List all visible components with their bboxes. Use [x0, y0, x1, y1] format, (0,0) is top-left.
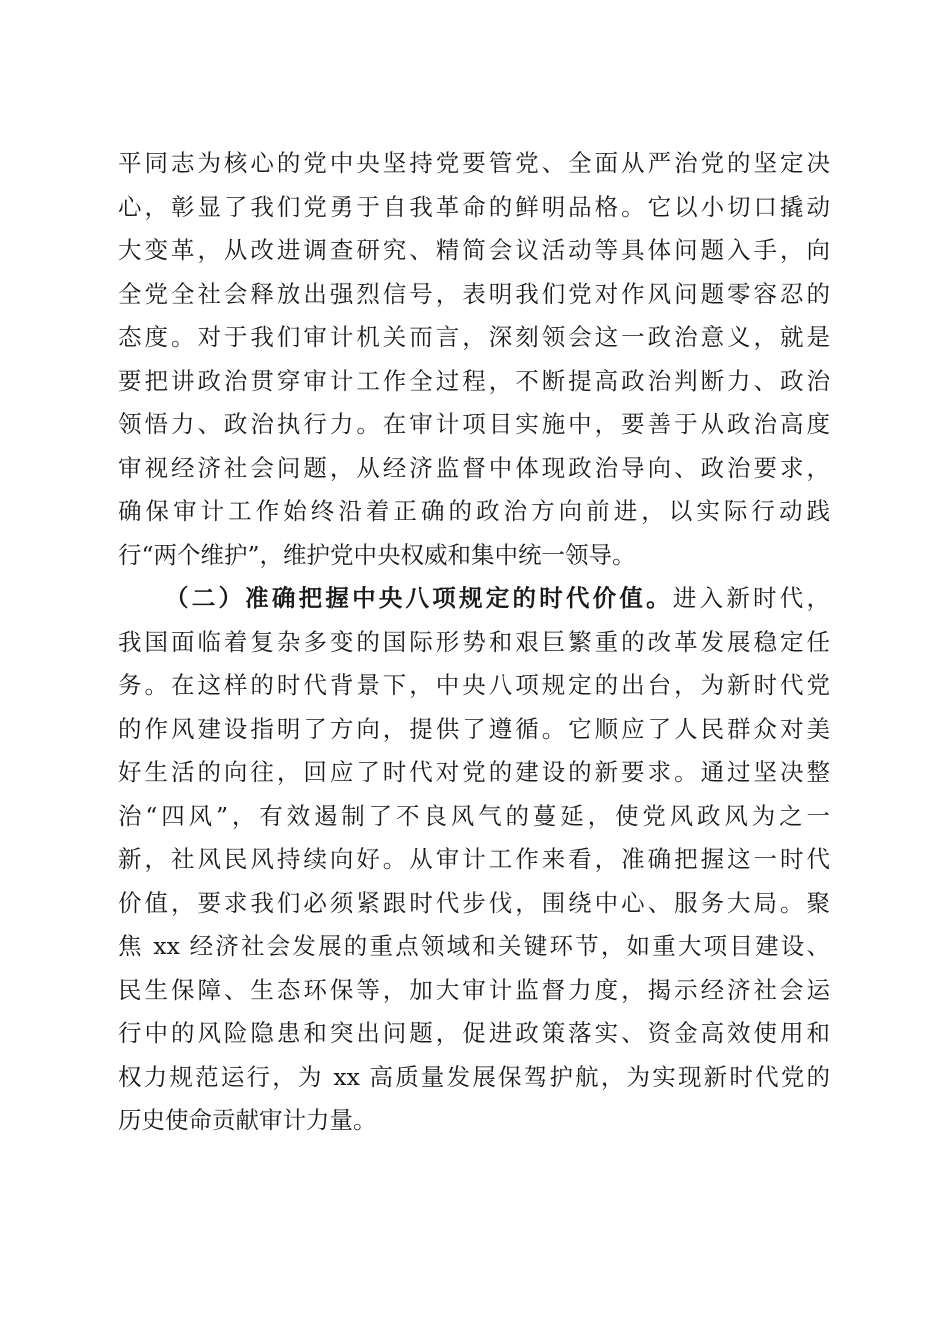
text-line: 领悟力、政治执行力。在审计项目实施中，要善于从政治高度 [118, 410, 830, 438]
text-line: 治“四风”，有效遏制了不良风气的蔓延，使党风政风为之一 [118, 801, 830, 830]
text-line: 好生活的向往，回应了时代对党的建设的新要求。通过坚决整 [118, 758, 830, 786]
text-line: 行“两个维护”，维护党中央权威和集中统一领导。 [118, 540, 636, 569]
text-line: 焦 xx 经济社会发展的重点领域和关键环节，如重大项目建设、 [118, 932, 830, 960]
text-line: 的作风建设指明了方向，提供了遵循。它顺应了人民群众对美 [118, 714, 830, 743]
paragraph-first-line [118, 577, 830, 621]
section-heading: （二）准确把握中央八项规定的时代价值。 [165, 584, 673, 612]
text-line: 态度。对于我们审计机关而言，深刻领会这一政治意义，就是 [118, 323, 830, 351]
text-line: 权力规范运行，为 xx 高质量发展保驾护航，为实现新时代党的 [118, 1062, 830, 1091]
text-line: 审视经济社会问题，从经济监督中体现政治导向、政治要求， [118, 453, 830, 482]
text-line: 要把讲政治贯穿审计工作全过程，不断提高政治判断力、政治 [118, 366, 830, 395]
text-line: 务。在这样的时代背景下，中央八项规定的出台，为新时代党 [118, 671, 830, 699]
document-page [118, 142, 830, 1143]
text-line: 平同志为核心的党中央坚持党要管党、全面从严治党的坚定决 [118, 149, 830, 177]
text-line: 历史使命贡献审计力量。 [118, 1106, 377, 1134]
text-line: 全党全社会释放出强烈信号，表明我们党对作风问题零容忍的 [118, 279, 830, 308]
text-line: 确保审计工作始终沿着正确的政治方向前进，以实际行动践 [118, 497, 830, 525]
text-line: 新，社风民风持续向好。从审计工作来看，准确把握这一时代 [118, 845, 830, 873]
paragraph-1 [118, 142, 830, 577]
text-line: 我国面临着复杂多变的国际形势和艰巨繁重的改革发展稳定任 [118, 627, 830, 656]
paragraph-2 [118, 577, 830, 1143]
text-line: 价值，要求我们必须紧跟时代步伐，围绕中心、服务大局。聚 [118, 888, 830, 917]
text-line: 心，彰显了我们党勇于自我革命的鲜明品格。它以小切口撬动 [118, 192, 830, 221]
heading-line-text: 进入新时代， [672, 584, 831, 612]
text-line: 民生保障、生态环保等，加大审计监督力度，揭示经济社会运 [118, 975, 830, 1004]
text-line: 大变革，从改进调查研究、精简会议活动等具体问题入手，向 [118, 236, 830, 264]
text-line: 行中的风险隐患和突出问题，促进政策落实、资金高效使用和 [118, 1019, 830, 1047]
